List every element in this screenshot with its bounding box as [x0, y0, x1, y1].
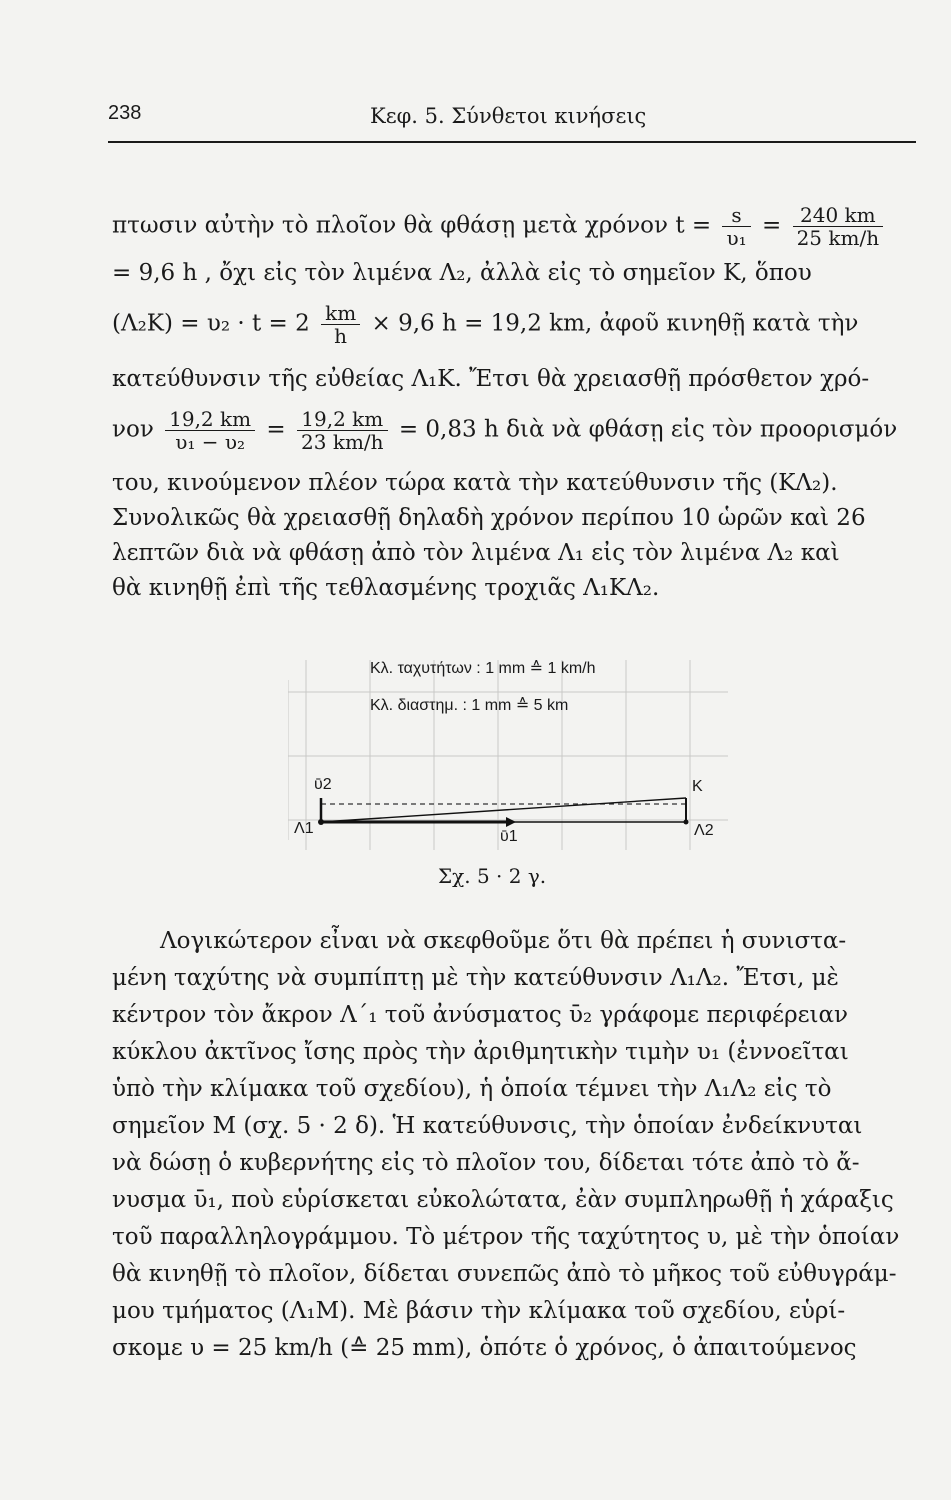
text-line: θὰ κινηθῇ ἐπὶ τῆς τεθλασμένης τροχιᾶς Λ₁ΚΛ₂. — [112, 575, 660, 601]
text-line: ὑπὸ τὴν κλίμακα τοῦ σχεδίου), ἡ ὁποία τέμνει τὴν Λ₁Λ₂ εἰς τὸ — [112, 1076, 832, 1102]
text-line: τοῦ παραλληλογράμμου. Τὸ μέτρον τῆς ταχύτητος υ, μὲ τὴν ὁποίαν — [112, 1224, 900, 1250]
text-line: μου τμήματος (Λ₁Μ). Μὲ βάσιν τὴν κλίμακα τοῦ σχεδίου, εὑρί- — [112, 1298, 846, 1324]
text-line: (Λ₂Κ) = υ₂ · t = 2 $\frac{km}{h}$ × 9,6 h = 19,2 km, ἀφοῦ κινηθῇ κατὰ τὴν — [112, 301, 859, 348]
figure-caption: Σχ. 5 · 2 γ. — [438, 864, 547, 888]
v2-label: ῡ2 — [314, 776, 332, 793]
running-title: Κεφ. 5. Σύνθετοι κινήσεις — [370, 104, 647, 128]
k-label: K — [692, 778, 703, 795]
text-line: νον $\frac{19,2 km}{\text{υ₁ − υ₂}}$ = $\frac{19,2 km}{23 km/h}$ = 0,83 h διὰ νὰ φθάσῃ εἰς τὸν προορισμόν — [112, 407, 898, 454]
fraction-19-over-v-diff: $\frac{19,2 km}{\text{υ₁ − υ₂}}$ — [165, 408, 255, 453]
fraction-240-over-25: $\frac{240 km}{25 km/h}$ — [793, 204, 884, 249]
text-line: κύκλου ἀκτῖνος ἴσης πρὸς τὴν ἀριθμητικὴν τιμὴν υ₁ (ἐννοεῖται — [112, 1039, 849, 1065]
text-line: κατεύθυνσιν τῆς εὐθείας Λ₁Κ. Ἔτσι θὰ χρειασθῇ πρόσθετον χρό- — [112, 366, 870, 392]
text-line: πτωσιν αὐτὴν τὸ πλοῖον θὰ φθάσῃ μετὰ χρόνον t = $\frac{s}{\text{υ₁}}$ = $\frac{240 km}{25 km/h}$ — [112, 204, 910, 249]
l1-label: Λ1 — [294, 820, 314, 837]
distance-scale-label: Κλ. διαστημ. : 1 mm ≙ 5 km — [370, 697, 569, 714]
l2-label: Λ2 — [694, 822, 714, 839]
text-line: νὰ δώσῃ ὁ κυβερνήτης εἰς τὸ πλοῖον του, δίδεται τότε ἀπὸ τὸ ἄ- — [112, 1150, 860, 1176]
header-rule — [108, 141, 916, 143]
text-line: σκομε υ = 25 km/h (≙ 25 mm), ὁπότε ὁ χρόνος, ὁ ἀπαιτούμενος — [112, 1335, 857, 1361]
vector-figure — [288, 640, 728, 870]
text-line: = 9,6 h , ὄχι εἰς τὸν λιμένα Λ₂, ἀλλὰ εἰς τὸ σημεῖον Κ, ὅπου — [112, 260, 812, 286]
v1-label: ῡ1 — [500, 828, 518, 845]
page-number: 238 — [108, 102, 142, 124]
text-line: κέντρον τὸν ἄκρον Λ΄₁ τοῦ ἀνύσματος ῡ₂ γράφομε περιφέρειαν — [112, 1002, 849, 1028]
text-line: θὰ κινηθῇ τὸ πλοῖον, δίδεται συνεπῶς ἀπὸ τὸ μῆκος τοῦ εὐθυγράμ- — [112, 1261, 897, 1287]
speed-scale-label: Κλ. ταχυτήτων : 1 mm ≙ 1 km/h — [370, 660, 596, 677]
fraction-19-over-23: $\frac{19,2 km}{23 km/h}$ — [297, 408, 388, 453]
text-line: μένη ταχύτης νὰ συμπίπτῃ μὲ τὴν κατεύθυνσιν Λ₁Λ₂. Ἔτσι, μὲ — [112, 965, 839, 991]
text-line: Συνολικῶς θὰ χρειασθῇ δηλαδὴ χρόνον περίπου 10 ὡρῶν καὶ 26 — [112, 505, 866, 531]
fraction-s-over-v1: $\frac{s}{\text{υ₁}}$ — [722, 204, 750, 249]
text-line: νυσμα ῡ₁, ποὺ εὑρίσκεται εὐκολώτατα, ἐὰν συμπληρωθῇ ἡ χάραξις — [112, 1187, 894, 1213]
text-line: του, κινούμενον πλέον τώρα κατὰ τὴν κατεύθυνσιν τῆς (ΚΛ₂). — [112, 470, 838, 496]
text-line: Λογικώτερον εἶναι νὰ σκεφθοῦμε ὅτι θὰ πρέπει ἡ συνιστα- — [160, 928, 847, 954]
text-line: λεπτῶν διὰ νὰ φθάσῃ ἀπὸ τὸν λιμένα Λ₁ εἰς τὸν λιμένα Λ₂ καὶ — [112, 540, 840, 566]
fraction-km-over-h: $\frac{km}{h}$ — [321, 302, 360, 347]
text-line: σημεῖον Μ (σχ. 5 · 2 δ). Ἡ κατεύθυνσις, τὴν ὁποίαν ἐνδείκνυται — [112, 1113, 863, 1139]
